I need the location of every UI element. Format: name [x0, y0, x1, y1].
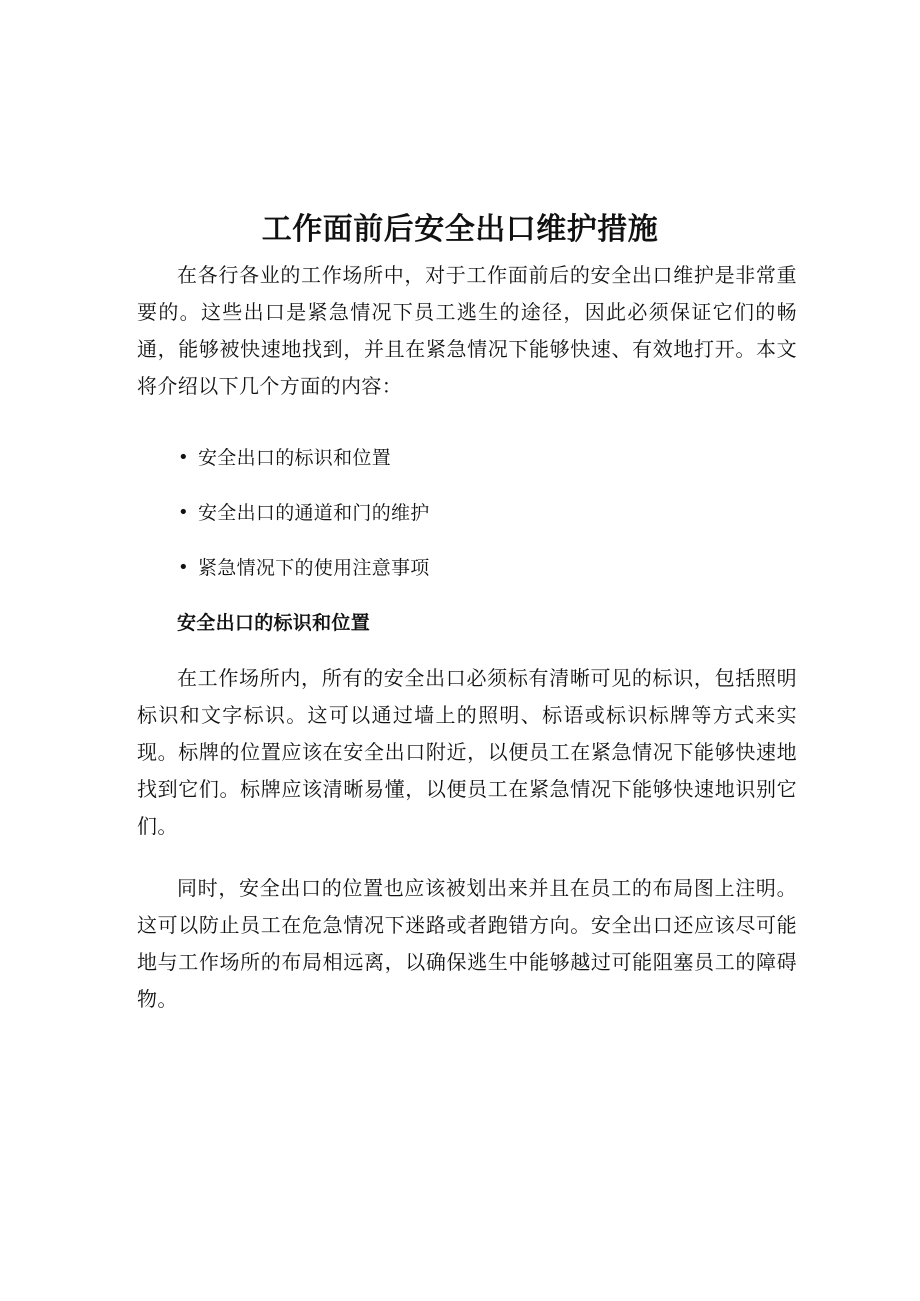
- bullet-icon: •: [178, 557, 189, 578]
- topic-label: 安全出口的通道和门的维护: [198, 502, 430, 524]
- section-paragraph: 同时，安全出口的位置也应该被划出来并且在员工的布局图上注明。这可以防止员工在危急情况下迷路或者跑错方向。安全出口还应该尽可能地与工作场所的布局相远离，以确保逃生中能够越过可能阻塞员工的障碍物。: [137, 876, 797, 1011]
- topic-label: 紧急情况下的使用注意事项: [198, 557, 430, 579]
- topic-list: [137, 444, 797, 582]
- topic-list-item: [137, 554, 797, 582]
- section-paragraph: 在工作场所内，所有的安全出口必须标有清晰可见的标识，包括照明标识和文字标识。这可以通过墙上的照明、标语或标识标牌等方式来实现。标牌的位置应该在安全出口附近，以便员工在紧急情况下能够快速地找到它们。标牌应该清晰易懂，以便员工在紧急情况下能够快速地识别它们。: [137, 666, 797, 838]
- document-title: 工作面前后安全出口维护措施: [261, 212, 659, 247]
- section-heading: 安全出口的标识和位置: [177, 612, 371, 634]
- bullet-icon: •: [178, 447, 189, 468]
- intro-paragraph: 在各行各业的工作场所中，对于工作面前后的安全出口维护是非常重要的。这些出口是紧急情况下员工逃生的途径，因此必须保证它们的畅通，能够被快速地找到，并且在紧急情况下能够快速、有效地打开。本文将介绍以下几个方面的内容：: [137, 263, 797, 398]
- bullet-icon: •: [178, 502, 189, 523]
- topic-label: 安全出口的标识和位置: [198, 447, 392, 469]
- document-body: [137, 257, 797, 1018]
- topic-list-item: [137, 444, 797, 472]
- topic-list-item: [137, 499, 797, 527]
